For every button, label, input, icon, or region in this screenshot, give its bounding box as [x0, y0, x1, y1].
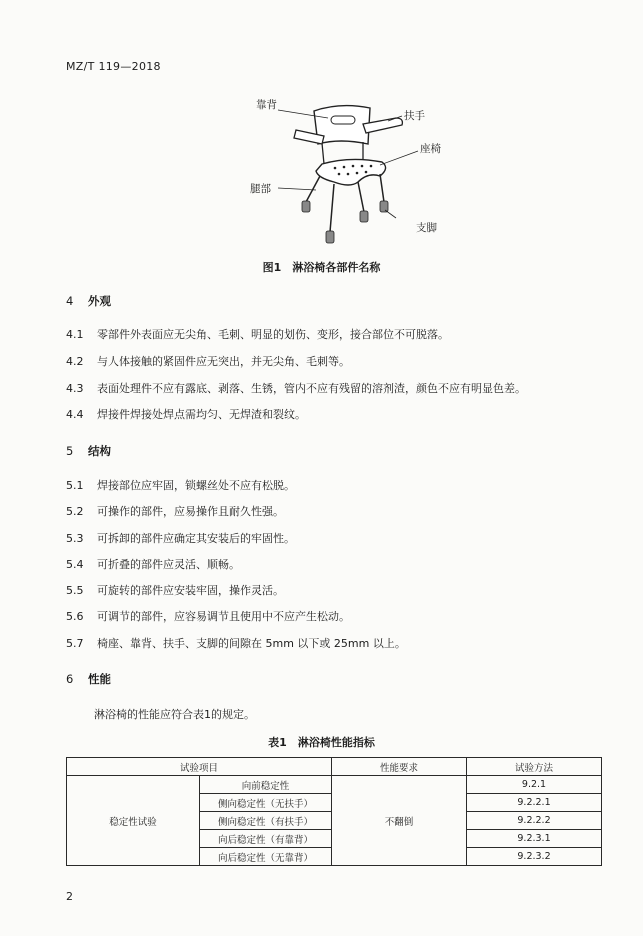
clause-5-5 — [66, 582, 284, 598]
clause-number: 4.3 — [66, 382, 84, 395]
requirement-cell: 不翻倒 — [332, 776, 467, 866]
sub-item-cell: 侧向稳定性（有扶手） — [200, 812, 332, 830]
clause-text: 可折叠的部件应灵活、顺畅。 — [97, 558, 240, 571]
section-6-intro: 淋浴椅的性能应符合表1的规定。 — [94, 708, 255, 721]
clause-number: 5.6 — [66, 610, 84, 623]
section-number: 5 — [66, 444, 74, 458]
page-number: 2 — [66, 890, 73, 903]
section-number: 4 — [66, 294, 74, 308]
seat-shape — [316, 159, 386, 185]
shower-chair-figure — [230, 88, 480, 260]
clause-text: 零部件外表面应无尖角、毛刺、明显的划伤、变形，接合部位不可脱落。 — [97, 328, 449, 341]
sub-item-cell: 向后稳定性（无靠背） — [200, 848, 332, 866]
method-cell: 9.2.2.2 — [467, 812, 602, 830]
label-foot: 支脚 — [416, 222, 437, 234]
label-leg: 腿部 — [250, 183, 271, 195]
clause-4-1 — [66, 326, 449, 342]
method-cell: 9.2.1 — [467, 776, 602, 794]
figure-caption: 图1 淋浴椅各部件名称 — [262, 261, 381, 274]
method-cell: 9.2.3.1 — [467, 830, 602, 848]
clause-5-6 — [66, 608, 350, 624]
clause-number: 5.2 — [66, 505, 84, 518]
section-number: 6 — [66, 672, 74, 686]
clause-number: 5.3 — [66, 532, 84, 545]
clause-5-2 — [66, 503, 284, 519]
clause-text: 焊接件焊接处焊点需均匀、无焊渣和裂纹。 — [97, 408, 306, 421]
section-title: 性能 — [88, 672, 111, 686]
clause-4-2 — [66, 353, 350, 369]
clause-text: 表面处理件不应有露底、剥落、生锈，管内不应有残留的溶剂渣，颜色不应有明显色差。 — [97, 382, 526, 395]
backrest-handle-slot — [331, 116, 355, 124]
clause-number: 5.1 — [66, 479, 84, 492]
clause-4-3 — [66, 380, 526, 396]
clause-number: 5.7 — [66, 637, 84, 650]
section-title: 外观 — [88, 294, 111, 308]
clause-text: 椅座、靠背、扶手、支脚的间隙在 5mm 以下或 25mm 以上。 — [97, 637, 406, 650]
performance-table — [66, 757, 602, 866]
method-cell: 9.2.2.1 — [467, 794, 602, 812]
label-seat: 座椅 — [420, 143, 441, 155]
sub-item-cell: 侧向稳定性（无扶手） — [200, 794, 332, 812]
clause-text: 可拆卸的部件应确定其安装后的牢固性。 — [97, 532, 295, 545]
clause-text: 可操作的部件，应易操作且耐久性强。 — [97, 505, 284, 518]
clause-text: 可调节的部件，应容易调节且使用中不应产生松动。 — [97, 610, 350, 623]
clause-number: 4.1 — [66, 328, 84, 341]
section-4-heading — [66, 293, 111, 309]
section-5-heading — [66, 443, 111, 459]
clause-text: 焊接部位应牢固，锁螺丝处不应有松脱。 — [97, 479, 295, 492]
clause-number: 4.4 — [66, 408, 84, 421]
table-header-row — [67, 758, 602, 776]
table-caption: 表1 淋浴椅性能指标 — [268, 736, 375, 749]
header-method: 试验方法 — [467, 758, 602, 776]
sub-item-cell: 向后稳定性（有靠背） — [200, 830, 332, 848]
clause-5-4 — [66, 556, 240, 572]
label-armrest: 扶手 — [404, 110, 425, 122]
header-item: 试验项目 — [67, 758, 332, 776]
clause-4-4 — [66, 406, 306, 422]
label-backrest: 靠背 — [256, 99, 277, 111]
clause-number: 5.5 — [66, 584, 84, 597]
header-requirement: 性能要求 — [332, 758, 467, 776]
clause-number: 4.2 — [66, 355, 84, 368]
clause-text: 可旋转的部件应安装牢固，操作灵活。 — [97, 584, 284, 597]
clause-number: 5.4 — [66, 558, 84, 571]
clause-5-7 — [66, 635, 406, 651]
clause-text: 与人体接触的紧固件应无突出，并无尖角、毛刺等。 — [97, 355, 350, 368]
clause-5-1 — [66, 477, 295, 493]
clause-5-3 — [66, 530, 295, 546]
method-cell: 9.2.3.2 — [467, 848, 602, 866]
table-row — [67, 776, 602, 794]
section-title: 结构 — [88, 444, 111, 458]
standard-code-header: MZ/T 119—2018 — [66, 60, 161, 73]
section-6-heading — [66, 671, 111, 687]
group-cell: 稳定性试验 — [67, 776, 200, 866]
sub-item-cell: 向前稳定性 — [200, 776, 332, 794]
